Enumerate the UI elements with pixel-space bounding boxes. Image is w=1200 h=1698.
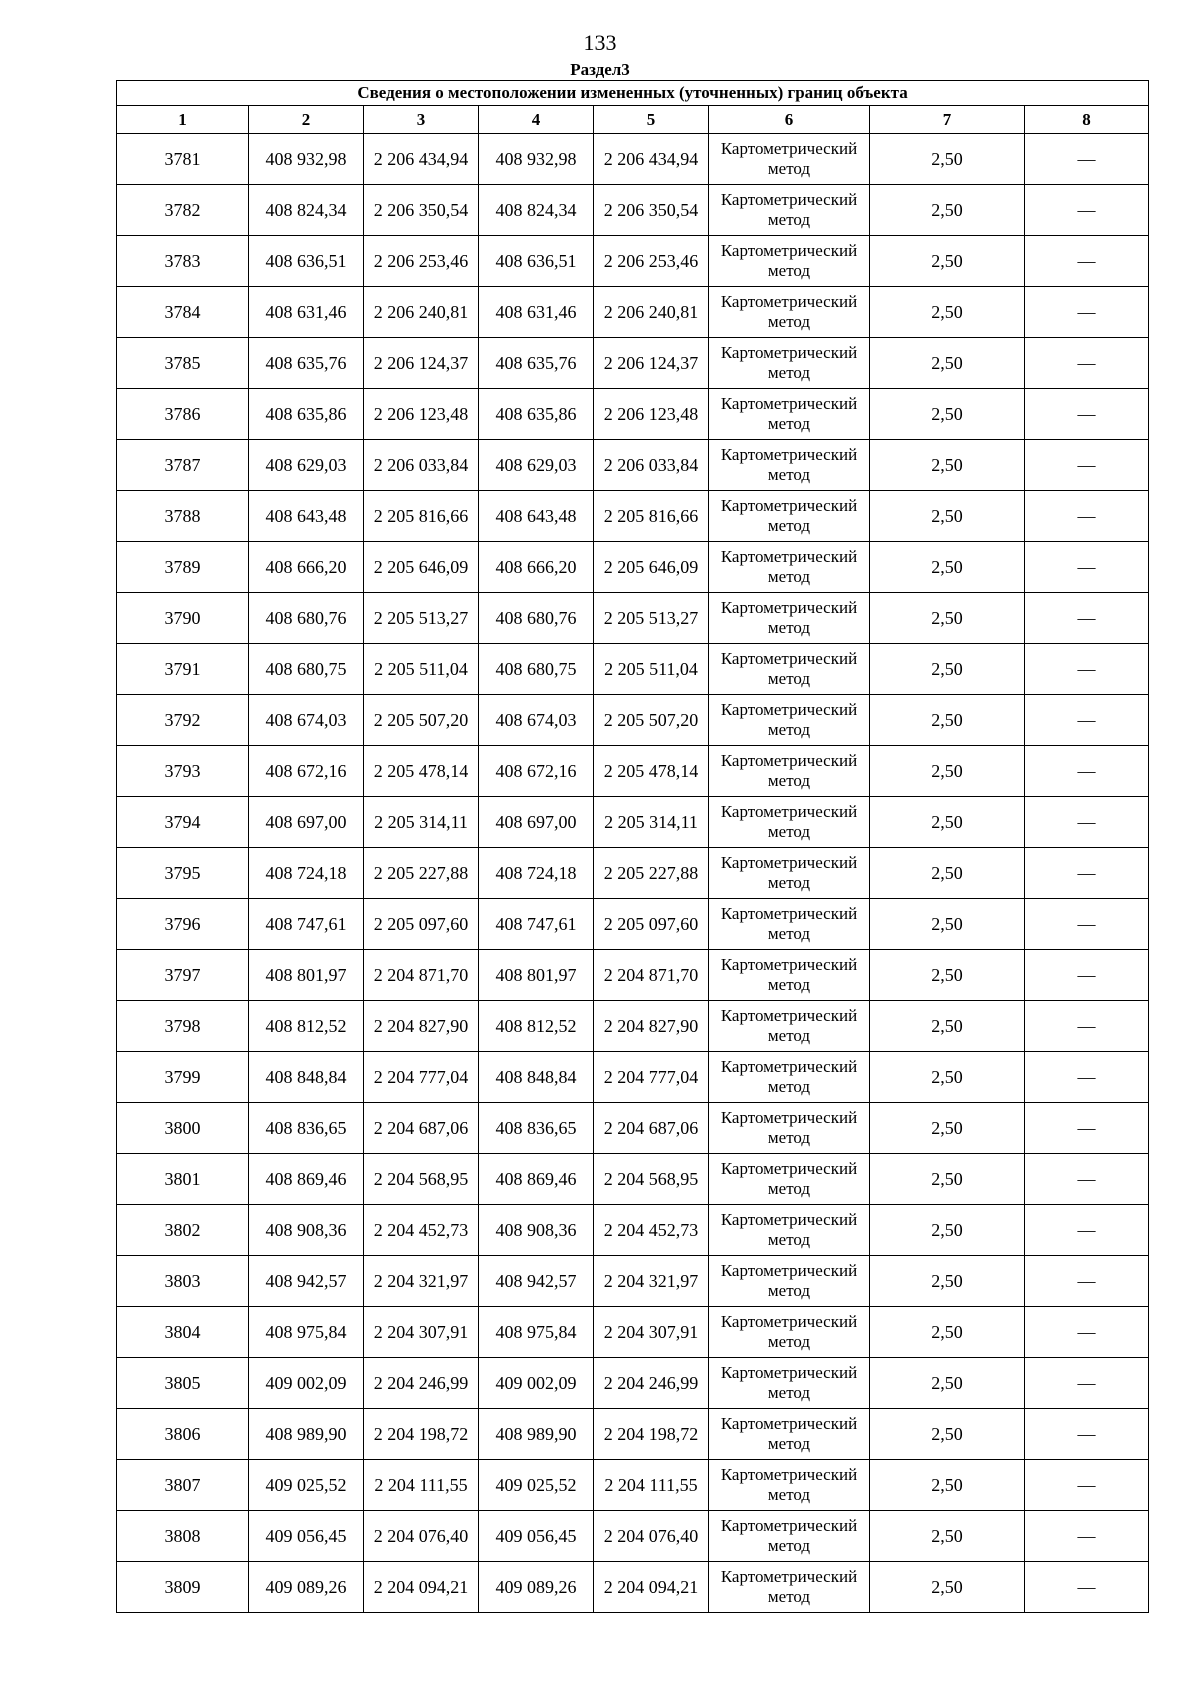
cell-note: —: [1025, 950, 1149, 1001]
cell-accuracy: 2,50: [870, 1154, 1025, 1205]
cell-note: —: [1025, 1001, 1149, 1052]
cell-y-old: 2 205 507,20: [364, 695, 479, 746]
cell-note: —: [1025, 644, 1149, 695]
cell-accuracy: 2,50: [870, 236, 1025, 287]
table-row: [117, 950, 1149, 1001]
cell-note: —: [1025, 848, 1149, 899]
table-row: [117, 1103, 1149, 1154]
cell-method: Картометрический метод: [709, 1052, 870, 1103]
cell-x-new: 408 975,84: [479, 1307, 594, 1358]
column-number-4: 4: [479, 106, 594, 134]
cell-note: —: [1025, 185, 1149, 236]
cell-note: —: [1025, 746, 1149, 797]
cell-accuracy: 2,50: [870, 593, 1025, 644]
cell-method: Картометрический метод: [709, 797, 870, 848]
cell-note: —: [1025, 593, 1149, 644]
table-row: [117, 1205, 1149, 1256]
cell-y-new: 2 205 507,20: [594, 695, 709, 746]
cell-note: —: [1025, 1103, 1149, 1154]
cell-accuracy: 2,50: [870, 185, 1025, 236]
cell-method: Картометрический метод: [709, 644, 870, 695]
cell-accuracy: 2,50: [870, 1307, 1025, 1358]
cell-method: Картометрический метод: [709, 746, 870, 797]
cell-accuracy: 2,50: [870, 1511, 1025, 1562]
cell-x-old: 408 674,03: [249, 695, 364, 746]
cell-y-new: 2 206 123,48: [594, 389, 709, 440]
cell-point-number: 3806: [117, 1409, 249, 1460]
cell-y-new: 2 205 314,11: [594, 797, 709, 848]
cell-y-new: 2 204 568,95: [594, 1154, 709, 1205]
cell-x-new: 408 672,16: [479, 746, 594, 797]
cell-x-old: 408 908,36: [249, 1205, 364, 1256]
cell-accuracy: 2,50: [870, 1358, 1025, 1409]
cell-y-old: 2 206 124,37: [364, 338, 479, 389]
cell-x-new: 408 747,61: [479, 899, 594, 950]
cell-x-new: 408 697,00: [479, 797, 594, 848]
column-number-3: 3: [364, 106, 479, 134]
cell-point-number: 3804: [117, 1307, 249, 1358]
table-row: [117, 236, 1149, 287]
cell-note: —: [1025, 389, 1149, 440]
cell-y-old: 2 205 646,09: [364, 542, 479, 593]
cell-y-new: 2 205 646,09: [594, 542, 709, 593]
cell-note: —: [1025, 491, 1149, 542]
cell-x-new: 409 089,26: [479, 1562, 594, 1613]
cell-point-number: 3803: [117, 1256, 249, 1307]
section-label: Раздел3: [570, 60, 630, 79]
cell-y-old: 2 204 568,95: [364, 1154, 479, 1205]
cell-accuracy: 2,50: [870, 389, 1025, 440]
cell-point-number: 3807: [117, 1460, 249, 1511]
cell-x-old: 408 635,76: [249, 338, 364, 389]
cell-x-old: 409 002,09: [249, 1358, 364, 1409]
cell-accuracy: 2,50: [870, 1205, 1025, 1256]
cell-note: —: [1025, 1205, 1149, 1256]
cell-accuracy: 2,50: [870, 287, 1025, 338]
cell-y-old: 2 206 240,81: [364, 287, 479, 338]
page-number: 133: [583, 30, 617, 55]
cell-y-old: 2 204 076,40: [364, 1511, 479, 1562]
table-row: [117, 542, 1149, 593]
cell-y-old: 2 205 097,60: [364, 899, 479, 950]
cell-y-old: 2 204 246,99: [364, 1358, 479, 1409]
cell-x-old: 408 666,20: [249, 542, 364, 593]
cell-y-old: 2 204 687,06: [364, 1103, 479, 1154]
cell-point-number: 3789: [117, 542, 249, 593]
cell-y-new: 2 206 350,54: [594, 185, 709, 236]
cell-y-old: 2 204 321,97: [364, 1256, 479, 1307]
cell-note: —: [1025, 1562, 1149, 1613]
cell-point-number: 3783: [117, 236, 249, 287]
table-row: [117, 134, 1149, 185]
cell-x-new: 408 635,86: [479, 389, 594, 440]
cell-y-old: 2 205 478,14: [364, 746, 479, 797]
cell-y-new: 2 204 094,21: [594, 1562, 709, 1613]
cell-method: Картометрический метод: [709, 848, 870, 899]
column-number-5: 5: [594, 106, 709, 134]
cell-point-number: 3795: [117, 848, 249, 899]
cell-y-new: 2 204 777,04: [594, 1052, 709, 1103]
cell-method: Картометрический метод: [709, 491, 870, 542]
cell-y-old: 2 204 094,21: [364, 1562, 479, 1613]
cell-y-old: 2 204 307,91: [364, 1307, 479, 1358]
cell-x-new: 408 666,20: [479, 542, 594, 593]
cell-x-old: 408 635,86: [249, 389, 364, 440]
cell-x-new: 409 002,09: [479, 1358, 594, 1409]
cell-y-new: 2 204 246,99: [594, 1358, 709, 1409]
cell-method: Картометрический метод: [709, 1205, 870, 1256]
cell-x-old: 408 848,84: [249, 1052, 364, 1103]
cell-point-number: 3805: [117, 1358, 249, 1409]
cell-accuracy: 2,50: [870, 899, 1025, 950]
column-number-row: [117, 106, 1149, 134]
cell-point-number: 3800: [117, 1103, 249, 1154]
table-row: [117, 338, 1149, 389]
cell-note: —: [1025, 542, 1149, 593]
cell-x-new: 408 801,97: [479, 950, 594, 1001]
cell-x-new: 408 812,52: [479, 1001, 594, 1052]
cell-y-new: 2 206 434,94: [594, 134, 709, 185]
boundary-coordinates-table: [116, 80, 1149, 1613]
cell-y-old: 2 205 513,27: [364, 593, 479, 644]
cell-method: Картометрический метод: [709, 950, 870, 1001]
cell-point-number: 3784: [117, 287, 249, 338]
cell-accuracy: 2,50: [870, 695, 1025, 746]
cell-accuracy: 2,50: [870, 746, 1025, 797]
cell-x-old: 408 801,97: [249, 950, 364, 1001]
cell-point-number: 3787: [117, 440, 249, 491]
cell-point-number: 3785: [117, 338, 249, 389]
cell-y-old: 2 204 827,90: [364, 1001, 479, 1052]
table-row: [117, 1358, 1149, 1409]
cell-method: Картометрический метод: [709, 1460, 870, 1511]
table-row: [117, 185, 1149, 236]
cell-point-number: 3808: [117, 1511, 249, 1562]
cell-x-new: 408 848,84: [479, 1052, 594, 1103]
cell-point-number: 3801: [117, 1154, 249, 1205]
cell-accuracy: 2,50: [870, 491, 1025, 542]
cell-x-new: 408 631,46: [479, 287, 594, 338]
cell-accuracy: 2,50: [870, 797, 1025, 848]
table-row: [117, 746, 1149, 797]
cell-y-new: 2 205 513,27: [594, 593, 709, 644]
cell-x-old: 408 824,34: [249, 185, 364, 236]
table-row: [117, 1511, 1149, 1562]
cell-note: —: [1025, 1358, 1149, 1409]
cell-x-new: 408 836,65: [479, 1103, 594, 1154]
cell-x-old: 408 636,51: [249, 236, 364, 287]
cell-method: Картометрический метод: [709, 899, 870, 950]
table-row: [117, 848, 1149, 899]
cell-point-number: 3782: [117, 185, 249, 236]
cell-accuracy: 2,50: [870, 848, 1025, 899]
cell-y-old: 2 205 511,04: [364, 644, 479, 695]
table-row: [117, 440, 1149, 491]
cell-note: —: [1025, 797, 1149, 848]
cell-x-old: 408 989,90: [249, 1409, 364, 1460]
cell-method: Картометрический метод: [709, 1409, 870, 1460]
cell-x-old: 408 724,18: [249, 848, 364, 899]
cell-y-new: 2 204 321,97: [594, 1256, 709, 1307]
cell-x-old: 408 836,65: [249, 1103, 364, 1154]
cell-x-old: 408 942,57: [249, 1256, 364, 1307]
cell-method: Картометрический метод: [709, 134, 870, 185]
cell-point-number: 3794: [117, 797, 249, 848]
cell-accuracy: 2,50: [870, 1256, 1025, 1307]
cell-y-new: 2 204 307,91: [594, 1307, 709, 1358]
cell-x-new: 408 908,36: [479, 1205, 594, 1256]
cell-note: —: [1025, 1511, 1149, 1562]
cell-method: Картометрический метод: [709, 1103, 870, 1154]
cell-method: Картометрический метод: [709, 695, 870, 746]
cell-x-old: 409 056,45: [249, 1511, 364, 1562]
cell-y-new: 2 206 240,81: [594, 287, 709, 338]
cell-accuracy: 2,50: [870, 1052, 1025, 1103]
cell-y-new: 2 204 111,55: [594, 1460, 709, 1511]
cell-accuracy: 2,50: [870, 1103, 1025, 1154]
cell-x-new: 409 056,45: [479, 1511, 594, 1562]
cell-y-new: 2 206 253,46: [594, 236, 709, 287]
cell-y-old: 2 206 434,94: [364, 134, 479, 185]
table-row: [117, 1562, 1149, 1613]
cell-y-old: 2 204 452,73: [364, 1205, 479, 1256]
cell-x-old: 408 629,03: [249, 440, 364, 491]
cell-method: Картометрический метод: [709, 1154, 870, 1205]
cell-x-new: 409 025,52: [479, 1460, 594, 1511]
cell-y-new: 2 204 871,70: [594, 950, 709, 1001]
cell-accuracy: 2,50: [870, 1460, 1025, 1511]
cell-method: Картометрический метод: [709, 593, 870, 644]
cell-note: —: [1025, 1409, 1149, 1460]
cell-point-number: 3791: [117, 644, 249, 695]
cell-x-old: 408 869,46: [249, 1154, 364, 1205]
cell-x-old: 408 975,84: [249, 1307, 364, 1358]
table-row: [117, 491, 1149, 542]
cell-y-new: 2 205 227,88: [594, 848, 709, 899]
cell-point-number: 3799: [117, 1052, 249, 1103]
cell-method: Картометрический метод: [709, 1511, 870, 1562]
cell-x-new: 408 674,03: [479, 695, 594, 746]
cell-x-new: 408 942,57: [479, 1256, 594, 1307]
table-row: [117, 1052, 1149, 1103]
cell-note: —: [1025, 695, 1149, 746]
cell-y-new: 2 205 511,04: [594, 644, 709, 695]
cell-point-number: 3790: [117, 593, 249, 644]
cell-accuracy: 2,50: [870, 338, 1025, 389]
cell-x-old: 408 680,76: [249, 593, 364, 644]
cell-x-new: 408 635,76: [479, 338, 594, 389]
table-row: [117, 695, 1149, 746]
cell-accuracy: 2,50: [870, 440, 1025, 491]
table-row: [117, 1154, 1149, 1205]
cell-x-old: 408 932,98: [249, 134, 364, 185]
cell-y-old: 2 206 123,48: [364, 389, 479, 440]
cell-x-old: 408 697,00: [249, 797, 364, 848]
cell-method: Картометрический метод: [709, 1307, 870, 1358]
cell-y-old: 2 206 253,46: [364, 236, 479, 287]
table-title-row: [117, 81, 1149, 106]
cell-y-old: 2 205 227,88: [364, 848, 479, 899]
cell-y-new: 2 206 124,37: [594, 338, 709, 389]
table-body: [117, 134, 1149, 1613]
cell-y-new: 2 204 687,06: [594, 1103, 709, 1154]
cell-note: —: [1025, 134, 1149, 185]
cell-y-old: 2 205 816,66: [364, 491, 479, 542]
cell-note: —: [1025, 287, 1149, 338]
cell-y-old: 2 204 111,55: [364, 1460, 479, 1511]
cell-accuracy: 2,50: [870, 950, 1025, 1001]
cell-x-old: 408 672,16: [249, 746, 364, 797]
cell-point-number: 3781: [117, 134, 249, 185]
table-row: [117, 1409, 1149, 1460]
cell-note: —: [1025, 1460, 1149, 1511]
cell-y-new: 2 204 076,40: [594, 1511, 709, 1562]
table-row: [117, 389, 1149, 440]
column-number-7: 7: [870, 106, 1025, 134]
cell-note: —: [1025, 338, 1149, 389]
cell-y-new: 2 204 827,90: [594, 1001, 709, 1052]
cell-accuracy: 2,50: [870, 1409, 1025, 1460]
cell-x-old: 408 680,75: [249, 644, 364, 695]
cell-method: Картометрический метод: [709, 1001, 870, 1052]
cell-y-old: 2 206 033,84: [364, 440, 479, 491]
column-number-2: 2: [249, 106, 364, 134]
table-row: [117, 287, 1149, 338]
cell-note: —: [1025, 236, 1149, 287]
cell-method: Картометрический метод: [709, 1256, 870, 1307]
cell-y-old: 2 204 871,70: [364, 950, 479, 1001]
cell-x-old: 408 812,52: [249, 1001, 364, 1052]
cell-point-number: 3796: [117, 899, 249, 950]
cell-accuracy: 2,50: [870, 542, 1025, 593]
cell-x-old: 409 025,52: [249, 1460, 364, 1511]
cell-x-new: 408 869,46: [479, 1154, 594, 1205]
cell-accuracy: 2,50: [870, 1001, 1025, 1052]
cell-y-old: 2 206 350,54: [364, 185, 479, 236]
cell-y-new: 2 204 452,73: [594, 1205, 709, 1256]
cell-x-old: 408 747,61: [249, 899, 364, 950]
cell-accuracy: 2,50: [870, 644, 1025, 695]
cell-y-new: 2 205 816,66: [594, 491, 709, 542]
table-row: [117, 1001, 1149, 1052]
cell-method: Картометрический метод: [709, 1358, 870, 1409]
cell-note: —: [1025, 440, 1149, 491]
cell-y-new: 2 204 198,72: [594, 1409, 709, 1460]
cell-x-new: 408 643,48: [479, 491, 594, 542]
cell-note: —: [1025, 899, 1149, 950]
cell-note: —: [1025, 1256, 1149, 1307]
cell-x-new: 408 680,75: [479, 644, 594, 695]
cell-method: Картометрический метод: [709, 1562, 870, 1613]
cell-y-new: 2 206 033,84: [594, 440, 709, 491]
cell-y-old: 2 205 314,11: [364, 797, 479, 848]
cell-point-number: 3788: [117, 491, 249, 542]
cell-y-old: 2 204 777,04: [364, 1052, 479, 1103]
table-row: [117, 797, 1149, 848]
cell-point-number: 3798: [117, 1001, 249, 1052]
table-row: [117, 593, 1149, 644]
cell-point-number: 3786: [117, 389, 249, 440]
cell-point-number: 3802: [117, 1205, 249, 1256]
cell-method: Картометрический метод: [709, 389, 870, 440]
column-number-8: 8: [1025, 106, 1149, 134]
cell-note: —: [1025, 1154, 1149, 1205]
cell-x-old: 408 643,48: [249, 491, 364, 542]
cell-note: —: [1025, 1307, 1149, 1358]
column-number-1: 1: [117, 106, 249, 134]
table-row: [117, 1256, 1149, 1307]
cell-method: Картометрический метод: [709, 185, 870, 236]
cell-x-new: 408 824,34: [479, 185, 594, 236]
cell-method: Картометрический метод: [709, 542, 870, 593]
cell-x-new: 408 989,90: [479, 1409, 594, 1460]
cell-note: —: [1025, 1052, 1149, 1103]
cell-method: Картометрический метод: [709, 440, 870, 491]
table-row: [117, 1460, 1149, 1511]
column-number-6: 6: [709, 106, 870, 134]
cell-x-new: 408 680,76: [479, 593, 594, 644]
cell-x-new: 408 724,18: [479, 848, 594, 899]
cell-y-old: 2 204 198,72: [364, 1409, 479, 1460]
cell-point-number: 3792: [117, 695, 249, 746]
cell-point-number: 3797: [117, 950, 249, 1001]
cell-y-new: 2 205 097,60: [594, 899, 709, 950]
cell-x-new: 408 629,03: [479, 440, 594, 491]
cell-method: Картометрический метод: [709, 338, 870, 389]
table-row: [117, 644, 1149, 695]
cell-x-old: 409 089,26: [249, 1562, 364, 1613]
cell-accuracy: 2,50: [870, 134, 1025, 185]
cell-x-new: 408 932,98: [479, 134, 594, 185]
table-title: Сведения о местоположении измененных (уточненных) границ объекта: [117, 81, 1149, 106]
cell-x-new: 408 636,51: [479, 236, 594, 287]
cell-method: Картометрический метод: [709, 236, 870, 287]
cell-point-number: 3793: [117, 746, 249, 797]
table-row: [117, 899, 1149, 950]
cell-point-number: 3809: [117, 1562, 249, 1613]
cell-x-old: 408 631,46: [249, 287, 364, 338]
cell-method: Картометрический метод: [709, 287, 870, 338]
table-row: [117, 1307, 1149, 1358]
cell-y-new: 2 205 478,14: [594, 746, 709, 797]
cell-accuracy: 2,50: [870, 1562, 1025, 1613]
